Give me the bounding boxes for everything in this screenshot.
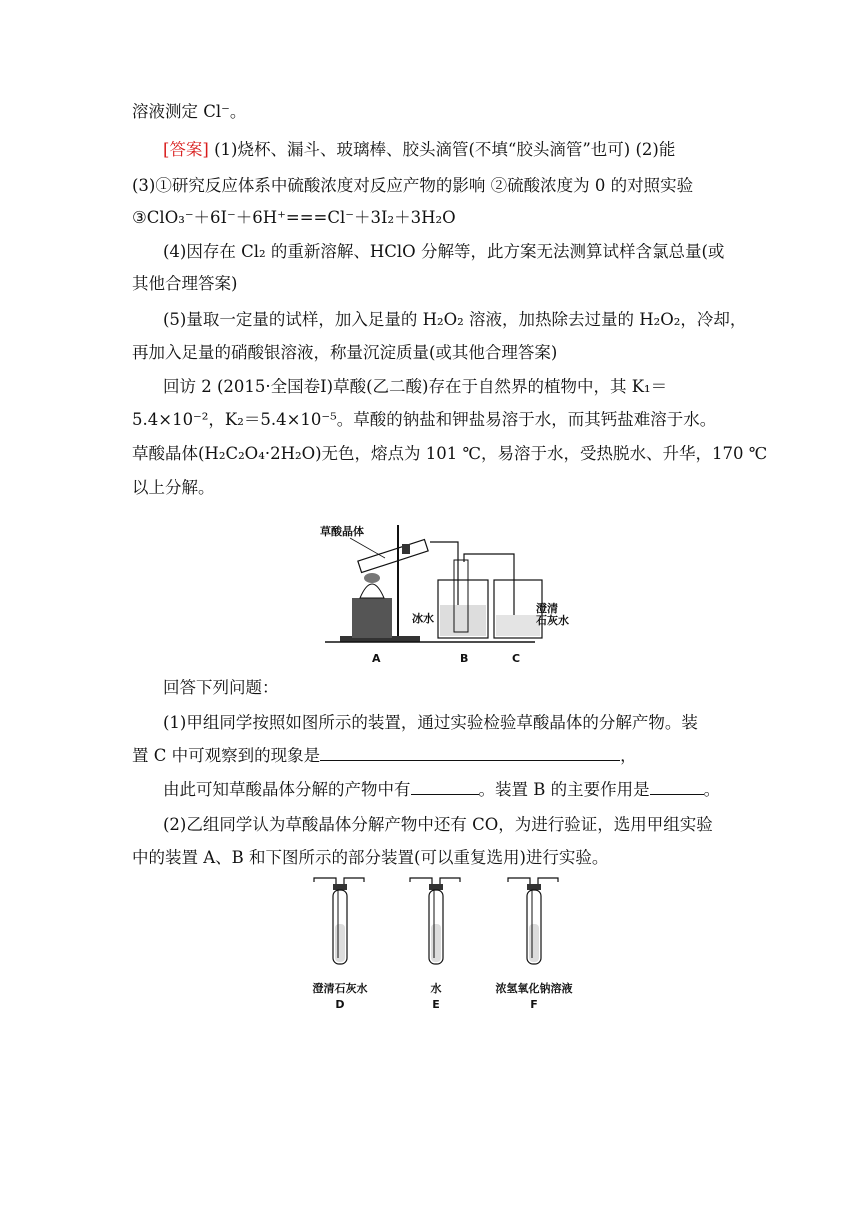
tube-f [508,878,558,964]
label-limewater-1: 澄清 [536,602,558,615]
question-line-10: 中的装置 A、B 和下图所示的部分装置(可以重复选用)进行实验。 [132,848,609,867]
tube-d [314,878,364,964]
answer-line-7: 再加入足量的硝酸银溶液，称量沉淀质量(或其他合理答案) [132,343,558,362]
caption-d: D [335,998,345,1011]
answer-text-1: (1)烧杯、漏斗、玻璃棒、胶头滴管(不填“胶头滴管”也可) (2)能 [208,140,676,159]
question-line-3: 草酸晶体(H₂C₂O₄·2H₂O)无色，熔点为 101 ℃，易溶于水，受热脱水、升华，170 ℃ [132,444,768,463]
caption-b: B [460,652,469,665]
answer-line-2: (3)①研究反应体系中硫酸浓度对反应产物的影响 ②硫酸浓度为 0 的对照实验 [132,176,694,195]
answer-line-6: (5)量取一定量的试样，加入足量的 H₂O₂ 溶液，加热除去过量的 H₂O₂，冷却， [163,310,747,329]
apparatus-figure-abc [310,520,569,668]
answer-line-3: ③ClO₃⁻＋6I⁻＋6H⁺===Cl⁻＋3I₂＋3H₂O [132,208,456,227]
caption-a: A [372,652,381,665]
answer-blank-3[interactable] [650,778,704,795]
label-f-name: 浓氢氧化钠溶液 [495,982,573,995]
question-line-4: 以上分解。 [132,478,215,497]
caption-f: F [530,998,538,1011]
label-ice-water: 冰水 [412,612,434,625]
answer-line-4: (4)因存在 Cl₂ 的重新溶解、HClO 分解等，此方案无法测算试样含氯总量(或 [163,242,725,261]
apparatus-figure-def [300,874,600,1014]
question-line-8: 由此可知草酸晶体分解的产物中有 。装置 B 的主要作用是 。 [163,780,721,799]
label-crystal: 草酸晶体 [320,525,364,538]
question-line-9: (2)乙组同学认为草酸晶体分解产物中还有 CO，为进行验证，选用甲组实验 [163,815,713,834]
caption-c: C [512,652,521,665]
answer-line-1 [163,138,675,162]
label-e-name: 水 [430,982,442,995]
answer-blank-1[interactable] [320,744,620,761]
question-line-2: 5.4×10⁻²，K₂＝5.4×10⁻⁵。草酸的钠盐和钾盐易溶于水，而其钙盐难溶于水。 [132,410,717,429]
label-limewater-2: 石灰水 [536,614,569,627]
caption-e: E [432,998,440,1011]
answer-line-5: 其他合理答案) [132,274,238,293]
label-d-name: 澄清石灰水 [312,982,368,995]
question-line-6: (1)甲组同学按照如图所示的装置，通过实验检验草酸晶体的分解产物。装 [163,713,698,732]
text-line-1: 溶液测定 Cl⁻。 [132,102,247,121]
answer-tag: [答案] [163,140,209,159]
question-line-5: 回答下列问题： [163,678,279,697]
question-line-1: 回访 2 (2015·全国卷Ⅰ)草酸(乙二酸)存在于自然界的植物中，其 K₁＝ [163,377,668,396]
answer-blank-2[interactable] [411,778,479,795]
question-line-7: 置 C 中可观察到的现象是 ， [132,746,637,765]
tube-e [410,878,460,964]
